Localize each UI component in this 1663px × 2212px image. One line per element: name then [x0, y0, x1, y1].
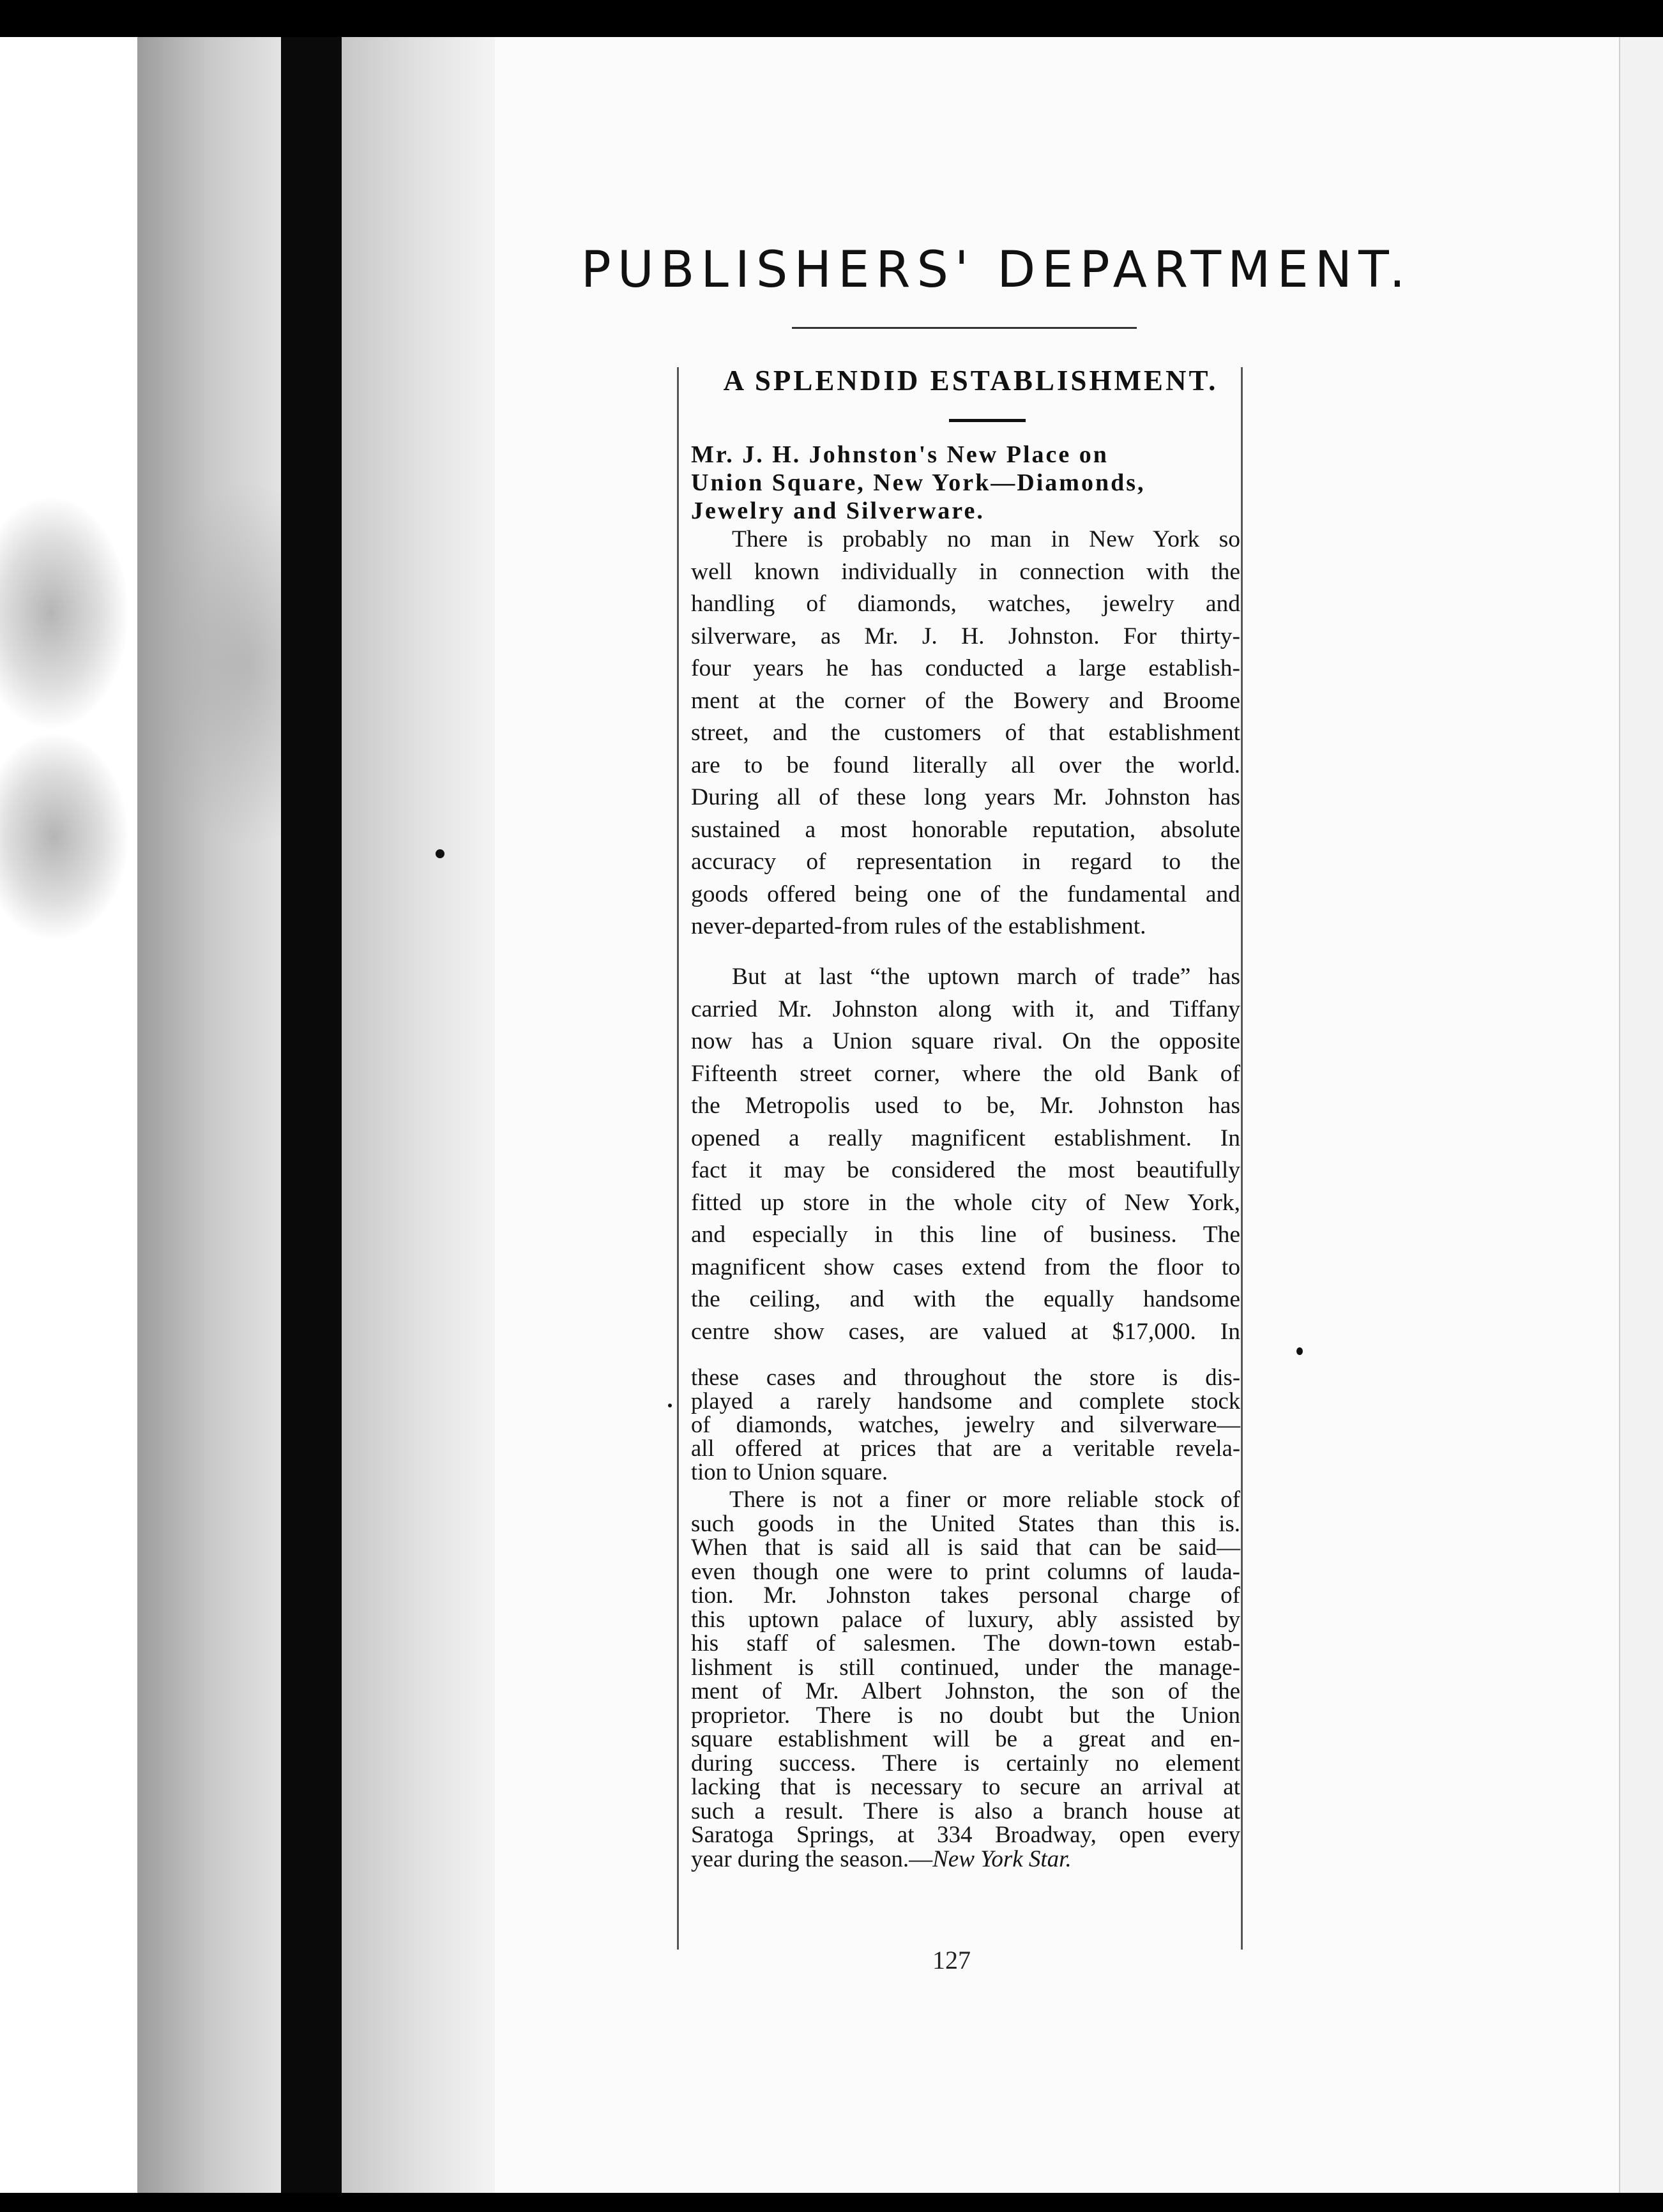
- text-line: silverware, as Mr. J. H. Johnston. For thirty-: [691, 623, 1240, 649]
- text-line: his staff of salesmen. The down-town estab-: [691, 1630, 1240, 1656]
- scan-border-top: [0, 0, 1663, 37]
- text-line: proprietor. There is no doubt but the Union: [691, 1702, 1240, 1729]
- text-line: goods offered being one of the fundamental and: [691, 881, 1240, 907]
- text-line: all offered at prices that are a veritable revela-: [691, 1435, 1240, 1461]
- page-number: 127: [932, 1946, 971, 1974]
- facing-page-edge: [0, 0, 137, 2212]
- text-line: handling of diamonds, watches, jewelry and: [691, 591, 1240, 617]
- article-subheading: [691, 441, 1266, 525]
- text-line: centre show cases, are valued at $17,000. In: [691, 1318, 1240, 1345]
- paragraph-2: [691, 961, 1240, 1348]
- text-line: lishment is still continued, under the manage-: [691, 1654, 1240, 1681]
- scan-border-bottom: [0, 2193, 1663, 2212]
- text-line: these cases and throughout the store is dis-: [691, 1364, 1240, 1390]
- text-line: tion to Union square.: [691, 1458, 888, 1485]
- text-line: street, and the customers of that establishment: [691, 720, 1240, 746]
- text-line: When that is said all is said that can be said—: [691, 1534, 1240, 1561]
- text-line: ment of Mr. Albert Johnston, the son of the: [691, 1678, 1240, 1704]
- book-spine: [281, 0, 342, 2212]
- text-line: But at last “the uptown march of trade” has: [732, 964, 1240, 990]
- text-line: There is probably no man in New York so: [732, 526, 1240, 552]
- ink-stain: [0, 734, 128, 939]
- text-line: accuracy of representation in regard to the: [691, 849, 1240, 875]
- text-line: even though one were to print columns of lauda-: [691, 1558, 1240, 1585]
- page-title: PUBLISHERS' DEPARTMENT.: [581, 241, 1412, 299]
- article-source: New York Star.: [932, 1845, 1072, 1872]
- paragraph-4: [691, 1488, 1240, 1871]
- text-line: Fifteenth street corner, where the old Bank of: [691, 1060, 1240, 1087]
- subhead-line: Jewelry and Silverware.: [691, 497, 985, 524]
- speck: [1296, 1347, 1303, 1355]
- text-line: fact it may be considered the most beautifully: [691, 1157, 1240, 1183]
- text-line: Saratoga Springs, at 334 Broadway, open every: [691, 1822, 1240, 1848]
- speck: [436, 849, 444, 858]
- text-line: fitted up store in the whole city of New York,: [691, 1189, 1240, 1216]
- text-line: magnificent show cases extend from the floor to: [691, 1254, 1240, 1280]
- text-line: square establishment will be a great and en-: [691, 1726, 1240, 1752]
- subhead-line: Mr. J. H. Johnston's New Place on: [691, 441, 1109, 468]
- text-line: the ceiling, and with the equally handsome: [691, 1286, 1240, 1312]
- text-line: such a result. There is also a branch house at: [691, 1798, 1240, 1824]
- text-line: ment at the corner of the Bowery and Broome: [691, 687, 1240, 714]
- ink-stain: [0, 498, 128, 728]
- text-line: sustained a most honorable reputation, absolute: [691, 816, 1240, 843]
- text-line: such goods in the United States than this is.: [691, 1510, 1240, 1537]
- text-line: are to be found literally all over the world.: [691, 752, 1240, 778]
- text-line: played a rarely handsome and complete stock: [691, 1388, 1240, 1414]
- text-line: this uptown palace of luxury, ably assisted by: [691, 1606, 1240, 1633]
- text-line: lacking that is necessary to secure an arrival at: [691, 1774, 1240, 1800]
- paragraph-3: [691, 1365, 1240, 1483]
- speck: [668, 1404, 672, 1407]
- text-line: opened a really magnificent establishment. In: [691, 1125, 1240, 1151]
- text-line: well known individually in connection with the: [691, 558, 1240, 585]
- text-line-end: year during the season.—: [691, 1845, 933, 1872]
- text-line: and especially in this line of business. The: [691, 1222, 1240, 1248]
- text-line: during success. There is certainly no element: [691, 1750, 1240, 1776]
- text-line: There is not a finer or more reliable stock of: [729, 1487, 1240, 1513]
- page-edge: [1619, 0, 1663, 2212]
- text-line: the Metropolis used to be, Mr. Johnston has: [691, 1093, 1240, 1119]
- headline-divider: [949, 419, 1026, 422]
- subhead-line: Union Square, New York—Diamonds,: [691, 469, 1146, 496]
- text-line: During all of these long years Mr. Johnston has: [691, 784, 1240, 810]
- text-line: four years he has conducted a large establish-: [691, 655, 1240, 681]
- text-line: [691, 1847, 1240, 1872]
- paragraph-1: [691, 524, 1240, 943]
- page-shadow: [342, 0, 495, 2212]
- article-headline: A SPLENDID ESTABLISHMENT.: [723, 365, 1219, 397]
- text-line: of diamonds, watches, jewelry and silverware—: [691, 1411, 1240, 1437]
- text-line: now has a Union square rival. On the opposite: [691, 1028, 1240, 1054]
- title-divider: [792, 327, 1137, 329]
- text-line: carried Mr. Johnston along with it, and Tiffany: [691, 996, 1240, 1022]
- text-line: tion. Mr. Johnston takes personal charge of: [691, 1582, 1240, 1609]
- text-line: never-departed-from rules of the establishment.: [691, 913, 1146, 939]
